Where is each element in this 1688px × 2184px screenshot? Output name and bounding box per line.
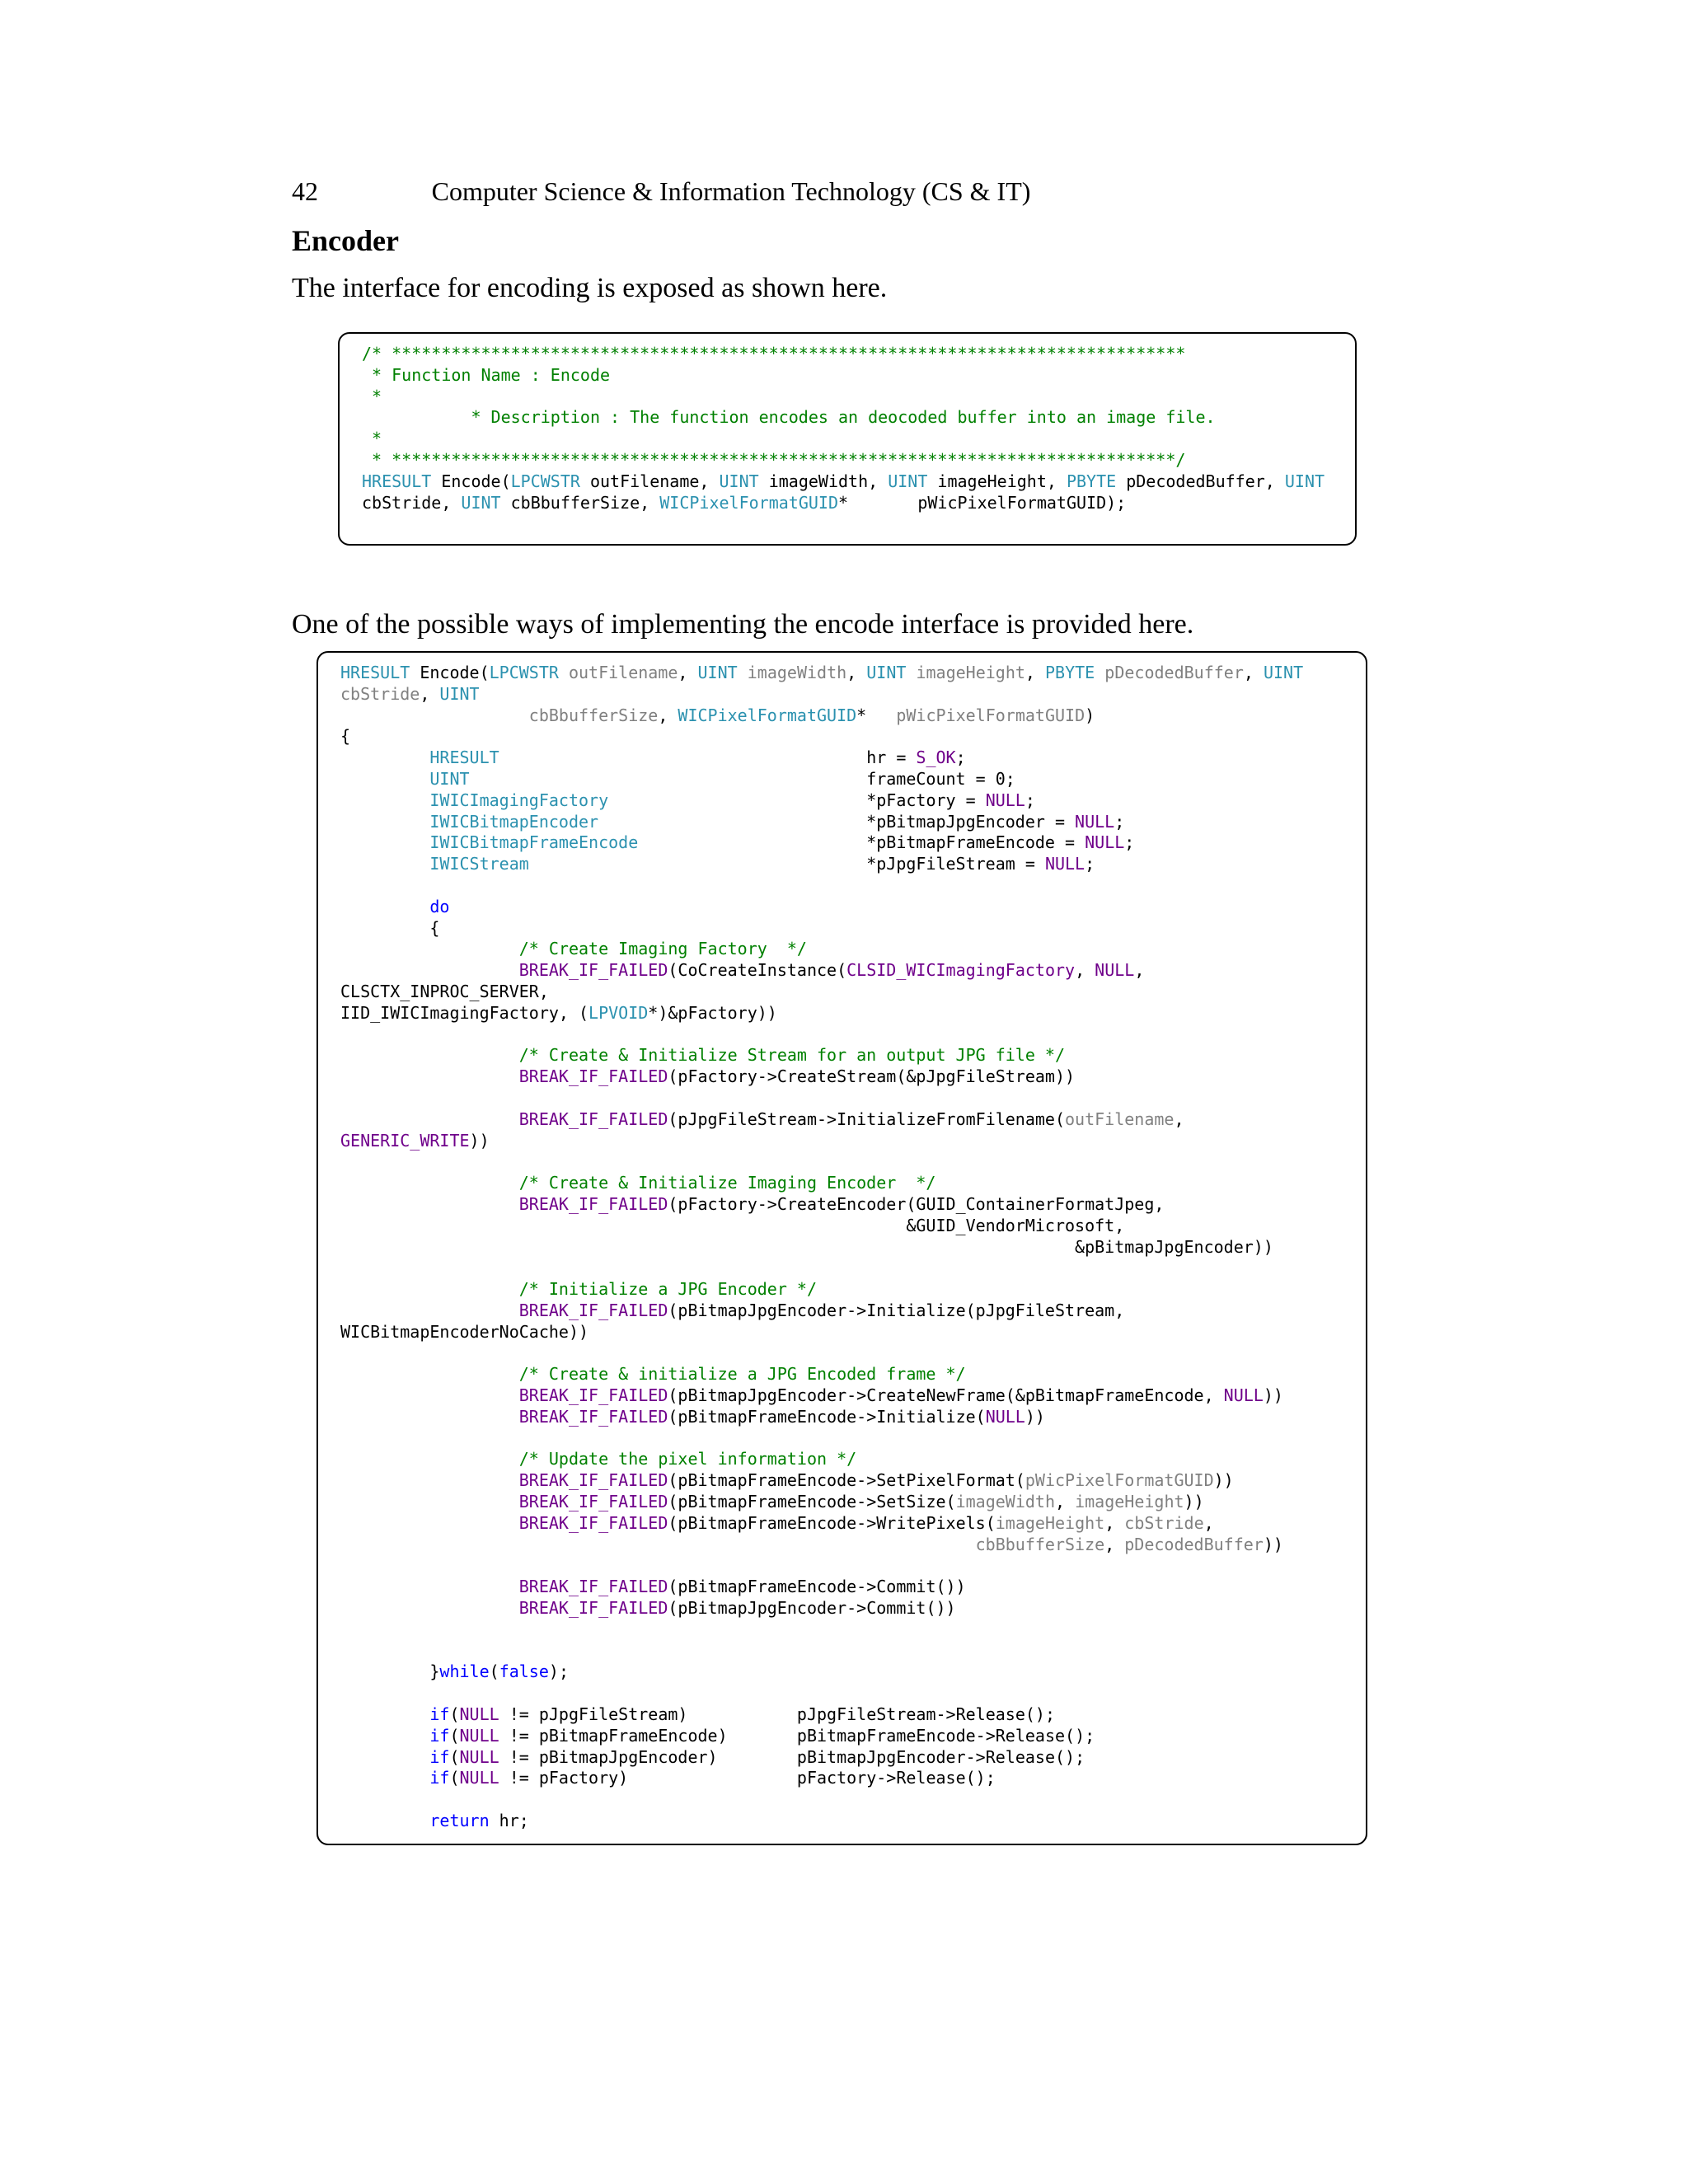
code-token-parameter: pWicPixelFormatGUID (896, 705, 1085, 725)
code-token-plain: } (340, 1661, 440, 1682)
code-line (340, 1322, 588, 1342)
code-line (340, 1513, 1214, 1533)
code-token-plain: , (1104, 1512, 1125, 1533)
code-token-plain: )) (1263, 1385, 1283, 1406)
code-token-plain (340, 1045, 519, 1065)
code-token-type: UINT (719, 471, 759, 491)
code-line (340, 1577, 966, 1596)
code-token-plain: (pFactory->CreateStream(&pJpgFileStream)) (668, 1066, 1076, 1087)
code-token-parameter: cbBbufferSize (975, 1534, 1105, 1554)
code-token-plain: ) (1085, 705, 1095, 725)
code-token-plain (559, 663, 569, 682)
code-line (340, 1194, 1164, 1214)
code-token-parameter: imageHeight (916, 663, 1025, 682)
code-line (340, 790, 1035, 810)
code-token-plain: , (420, 683, 440, 704)
code-token-plain (340, 960, 519, 980)
code-line (340, 1768, 996, 1788)
code-token-type: IWICStream (429, 854, 529, 874)
code-token-plain: * pWicPixelFormatGUID); (838, 492, 1127, 513)
code-line (340, 1301, 1124, 1320)
code-line (340, 1216, 1124, 1235)
code-token-plain: (pJpgFileStream->InitializeFromFilename( (668, 1108, 1066, 1129)
code-line (340, 1449, 856, 1469)
code-line (340, 705, 1095, 725)
code-token-plain (340, 1385, 519, 1405)
code-token-macro: NULL (459, 1704, 499, 1725)
code-token-plain: *pFactory = (608, 790, 986, 810)
code-token-plain: != pBitmapJpgEncoder) pBitmapJpgEncoder->Release(); (499, 1746, 1085, 1767)
code-token-plain: ( (489, 1661, 499, 1682)
code-token-plain: CLSCTX_INPROC_SERVER, (340, 981, 549, 1001)
code-listing-interface (338, 332, 1357, 546)
code-token-plain: (pBitmapFrameEncode->SetPixelFormat( (668, 1470, 1025, 1491)
code-line (362, 471, 1325, 491)
code-token-plain: Encode( (431, 471, 511, 491)
intro-paragraph: The interface for encoding is exposed as shown here. (292, 273, 888, 303)
code-line (362, 344, 1185, 363)
code-token-comment: * (362, 429, 382, 449)
code-token-plain (340, 1747, 429, 1767)
code-line (340, 684, 480, 704)
code-token-plain: )) (1025, 1406, 1045, 1427)
code-token-plain: , (1243, 663, 1264, 682)
code-line (340, 1598, 956, 1618)
code-token-parameter: pDecodedBuffer (1104, 663, 1244, 682)
code-token-plain (340, 854, 429, 874)
code-token-comment: /* Update the pixel information */ (518, 1449, 857, 1469)
code-token-plain: ); (548, 1661, 569, 1682)
code-token-macro: NULL (459, 1725, 499, 1746)
code-token-macro: BREAK_IF_FAILED (518, 1066, 668, 1087)
code-token-type: IWICBitmapEncoder (429, 811, 599, 832)
code-token-plain (340, 812, 429, 832)
code-token-type: PBYTE (1066, 471, 1117, 491)
code-token-plain (340, 1768, 429, 1788)
code-token-comment: * *******************************************************************************/ (362, 449, 1186, 470)
code-token-plain (340, 769, 429, 789)
code-token-comment: * (362, 386, 382, 406)
code-token-plain: hr = (499, 748, 917, 768)
code-token-plain: ; (955, 748, 966, 768)
code-token-plain: WICBitmapEncoderNoCache)) (340, 1321, 589, 1342)
code-token-macro: BREAK_IF_FAILED (518, 1193, 668, 1214)
code-token-plain: frameCount = 0; (469, 768, 1015, 789)
code-token-macro: NULL (985, 790, 1025, 810)
code-line (340, 918, 439, 938)
code-token-parameter: cbStride (340, 683, 420, 704)
code-token-plain: (CoCreateInstance( (668, 960, 847, 981)
code-token-plain: *)&pFactory)) (648, 1002, 777, 1023)
code-token-type: HRESULT (429, 748, 499, 768)
code-token-keyword: if (429, 1704, 450, 1725)
code-token-plain (340, 1811, 429, 1830)
code-line (340, 726, 350, 746)
code-token-macro: BREAK_IF_FAILED (518, 1108, 668, 1129)
code-token-plain (340, 1535, 976, 1554)
code-token-plain (340, 939, 519, 958)
code-token-plain: , (1104, 1534, 1125, 1554)
code-line (340, 1407, 1045, 1427)
code-token-type: LPCWSTR (510, 471, 580, 491)
code-line (340, 1661, 569, 1681)
code-token-plain (340, 1194, 519, 1214)
code-token-plain: pDecodedBuffer, (1116, 471, 1285, 491)
running-head (292, 173, 1170, 209)
code-token-plain (340, 790, 429, 810)
code-token-plain: (pBitmapFrameEncode->Initialize( (668, 1406, 986, 1427)
code-token-plain: , (1025, 663, 1046, 682)
code-token-parameter: outFilename (568, 663, 678, 682)
code-token-plain: , (1134, 960, 1145, 981)
code-token-macro: NULL (1223, 1385, 1264, 1406)
code-token-keyword: if (429, 1725, 450, 1746)
code-token-plain (340, 1704, 429, 1724)
code-token-plain: , (846, 663, 867, 682)
code-token-plain: (pBitmapFrameEncode->WritePixels( (668, 1512, 996, 1533)
code-token-macro: BREAK_IF_FAILED (518, 960, 668, 981)
code-token-parameter: cbStride (1124, 1512, 1204, 1533)
code-token-plain: { (340, 917, 440, 938)
code-token-macro: S_OK (916, 748, 956, 768)
code-token-plain: *pBitmapJpgEncoder = (598, 811, 1076, 832)
code-token-plain: (pFactory->CreateEncoder(GUID_ContainerFormatJpeg, (668, 1193, 1165, 1214)
code-token-comment: /* Create & initialize a JPG Encoded frame */ (518, 1364, 966, 1385)
code-line (340, 897, 449, 916)
code-token-plain: , (1055, 1492, 1076, 1512)
code-line (340, 982, 549, 1001)
code-line (340, 854, 1095, 874)
code-token-keyword: while (439, 1661, 490, 1682)
code-line (340, 832, 1134, 852)
implementation-paragraph: One of the possible ways of implementing the encode interface is provided here. (292, 609, 1194, 640)
code-token-plain (340, 1279, 519, 1299)
code-token-plain (340, 1173, 519, 1193)
code-line (340, 1470, 1234, 1490)
code-token-plain: , (1174, 1108, 1184, 1129)
code-line (340, 1045, 1065, 1065)
code-token-plain: , (1075, 960, 1095, 981)
code-token-plain: (pBitmapJpgEncoder->Commit()) (668, 1598, 956, 1619)
code-listing-implementation (316, 651, 1367, 1845)
code-token-macro: NULL (985, 1406, 1025, 1427)
code-token-macro: NULL (459, 1768, 499, 1788)
code-line (340, 663, 1303, 682)
code-token-plain (340, 1726, 429, 1746)
code-token-macro: NULL (1044, 854, 1085, 874)
code-token-plain (340, 1598, 519, 1618)
code-line (362, 387, 382, 406)
code-token-plain: )) (1184, 1492, 1204, 1512)
code-token-plain: ; (1124, 832, 1135, 853)
code-token-plain (340, 1066, 519, 1086)
code-line (362, 450, 1185, 470)
code-line (340, 1279, 817, 1299)
code-token-plain: != pFactory) pFactory->Release(); (499, 1768, 996, 1788)
code-token-plain: hr; (489, 1811, 529, 1831)
code-token-type: UINT (461, 492, 501, 513)
code-token-keyword: return (429, 1811, 490, 1831)
code-token-plain: (pBitmapFrameEncode->SetSize( (668, 1492, 956, 1512)
code-line (340, 1237, 1273, 1257)
code-token-comment: /* Create Imaging Factory */ (518, 939, 807, 959)
code-token-macro: BREAK_IF_FAILED (518, 1470, 668, 1491)
code-token-macro: NULL (1085, 832, 1125, 853)
code-token-macro: NULL (1095, 960, 1135, 981)
code-token-macro: BREAK_IF_FAILED (518, 1406, 668, 1427)
code-token-plain: &pBitmapJpgEncoder)) (340, 1236, 1273, 1257)
code-token-plain: != pBitmapFrameEncode) pBitmapFrameEncode->Release(); (499, 1725, 1095, 1746)
code-token-macro: GENERIC_WRITE (340, 1130, 470, 1151)
code-token-plain (340, 1407, 519, 1427)
code-token-comment: /* Initialize a JPG Encoder */ (518, 1279, 817, 1300)
code-token-plain: ( (449, 1746, 460, 1767)
code-line (340, 748, 966, 767)
code-line (340, 1364, 966, 1384)
code-token-macro: BREAK_IF_FAILED (518, 1577, 668, 1597)
code-token-plain (340, 1364, 519, 1384)
code-token-plain: imageHeight, (927, 471, 1067, 491)
code-token-comment: * Description : The function encodes an deocoded buffer into an image file. (362, 407, 1216, 428)
code-token-plain: (pBitmapFrameEncode->Commit()) (668, 1577, 966, 1597)
page-number: 42 (292, 176, 318, 206)
code-token-parameter: imageWidth (747, 663, 847, 682)
code-line (340, 769, 1015, 789)
code-token-plain: outFilename, (579, 471, 720, 491)
code-token-type: WICPixelFormatGUID (659, 492, 838, 513)
code-line (362, 365, 610, 385)
code-token-plain: )) (1263, 1534, 1283, 1554)
code-token-parameter: pWicPixelFormatGUID (1025, 1470, 1214, 1491)
code-token-plain: )) (469, 1130, 490, 1151)
code-token-macro: NULL (459, 1746, 499, 1767)
code-token-plain: imageWidth, (758, 471, 889, 491)
code-token-comment: * Function Name : Encode (362, 364, 611, 385)
code-line (340, 1726, 1095, 1746)
code-line (340, 1704, 1055, 1724)
section-heading: Encoder (292, 224, 399, 257)
code-token-keyword: false (499, 1661, 549, 1682)
code-line (340, 1747, 1085, 1767)
code-token-plain (340, 1301, 519, 1320)
code-token-plain: &GUID_VendorMicrosoft, (340, 1215, 1125, 1235)
code-token-parameter: pDecodedBuffer (1124, 1534, 1264, 1554)
code-token-plain: , (658, 705, 678, 725)
code-token-plain (340, 1449, 519, 1469)
code-token-comment: /* Create & Initialize Imaging Encoder */ (518, 1173, 936, 1193)
code-token-plain (340, 1513, 519, 1533)
code-token-plain: cbStride, (362, 492, 462, 513)
journal-title: Computer Science & Information Technology (CS & IT) (431, 176, 1031, 206)
code-token-plain: , (1203, 1512, 1214, 1533)
code-line (362, 407, 1216, 427)
code-token-type: PBYTE (1045, 663, 1095, 682)
code-token-plain (340, 1492, 519, 1511)
code-token-plain: { (340, 726, 351, 747)
code-token-plain: IID_IWICImagingFactory, ( (340, 1002, 589, 1023)
code-implementation (340, 663, 1303, 1832)
code-token-plain (340, 1109, 519, 1129)
code-line (340, 1003, 777, 1023)
code-token-type: UINT (429, 768, 470, 789)
code-token-plain: (pBitmapJpgEncoder->Initialize(pJpgFileStream, (668, 1300, 1125, 1320)
code-token-type: LPVOID (588, 1002, 649, 1023)
code-token-macro: BREAK_IF_FAILED (518, 1598, 668, 1619)
code-token-keyword: do (429, 896, 450, 916)
code-token-plain: ( (449, 1725, 460, 1746)
code-token-keyword: if (429, 1746, 450, 1767)
code-token-type: UINT (1263, 663, 1304, 682)
code-line (340, 1173, 935, 1193)
code-line (340, 1385, 1283, 1405)
code-token-plain: *pBitmapFrameEncode = (638, 832, 1085, 853)
code-token-plain (340, 832, 429, 852)
code-token-plain (340, 897, 429, 916)
code-token-parameter: imageHeight (1075, 1492, 1184, 1512)
code-line (340, 1066, 1075, 1086)
code-token-comment: /* Create & Initialize Stream for an output JPG file */ (518, 1045, 1066, 1066)
code-token-plain: )) (1213, 1470, 1234, 1491)
code-token-type: IWICImagingFactory (429, 790, 609, 810)
code-line (340, 960, 1144, 980)
code-token-plain: != pJpgFileStream) pJpgFileStream->Release(); (499, 1704, 1055, 1725)
code-line (362, 493, 1126, 513)
code-token-comment: /* ******************************************************************************** (362, 344, 1186, 363)
code-token-plain (906, 663, 916, 682)
code-token-plain: Encode( (410, 663, 490, 682)
code-token-type: HRESULT (362, 471, 432, 491)
code-token-type: UINT (697, 663, 738, 682)
code-token-macro: BREAK_IF_FAILED (518, 1300, 668, 1320)
code-line (340, 1535, 1283, 1554)
code-token-plain: ; (1025, 790, 1035, 810)
code-token-plain: , (678, 663, 698, 682)
code-line (340, 1131, 490, 1151)
code-token-parameter: imageHeight (995, 1512, 1105, 1533)
code-token-type: HRESULT (340, 663, 410, 682)
code-token-type: UINT (1284, 471, 1325, 491)
code-line (340, 939, 807, 958)
code-token-plain: (pBitmapJpgEncoder->CreateNewFrame(&pBitmapFrameEncode, (668, 1385, 1224, 1406)
code-line (340, 812, 1124, 832)
code-line (340, 1811, 529, 1830)
code-token-plain (340, 748, 429, 767)
code-token-type: IWICBitmapFrameEncode (429, 832, 639, 853)
code-token-type: LPCWSTR (489, 663, 559, 682)
code-token-plain: cbBbufferSize, (500, 492, 660, 513)
code-token-keyword: if (429, 1768, 450, 1788)
code-line (340, 1109, 1184, 1129)
code-token-type: UINT (439, 683, 480, 704)
code-token-type: UINT (866, 663, 907, 682)
code-token-macro: NULL (1075, 811, 1115, 832)
code-token-plain: * (856, 705, 897, 725)
code-token-plain (340, 1577, 519, 1596)
code-token-plain: ( (449, 1704, 460, 1725)
code-line (340, 1492, 1204, 1511)
code-token-plain (738, 663, 748, 682)
code-token-plain: ( (449, 1768, 460, 1788)
code-token-type: WICPixelFormatGUID (678, 705, 857, 725)
code-token-plain: ; (1085, 854, 1095, 874)
code-token-macro: BREAK_IF_FAILED (518, 1385, 668, 1406)
code-token-plain: *pJpgFileStream = (528, 854, 1045, 874)
code-interface (362, 344, 1325, 513)
code-token-parameter: cbBbufferSize (528, 705, 659, 725)
code-token-macro: BREAK_IF_FAILED (518, 1512, 668, 1533)
code-token-plain: ; (1114, 811, 1125, 832)
code-token-parameter: outFilename (1065, 1108, 1175, 1129)
code-token-plain (1095, 663, 1104, 682)
code-token-macro: BREAK_IF_FAILED (518, 1492, 668, 1512)
code-line (362, 429, 382, 448)
code-token-parameter: imageWidth (955, 1492, 1055, 1512)
code-token-macro: CLSID_WICImagingFactory (846, 960, 1076, 981)
code-token-plain (340, 1470, 519, 1490)
code-token-type: UINT (888, 471, 928, 491)
code-token-plain (340, 705, 529, 725)
